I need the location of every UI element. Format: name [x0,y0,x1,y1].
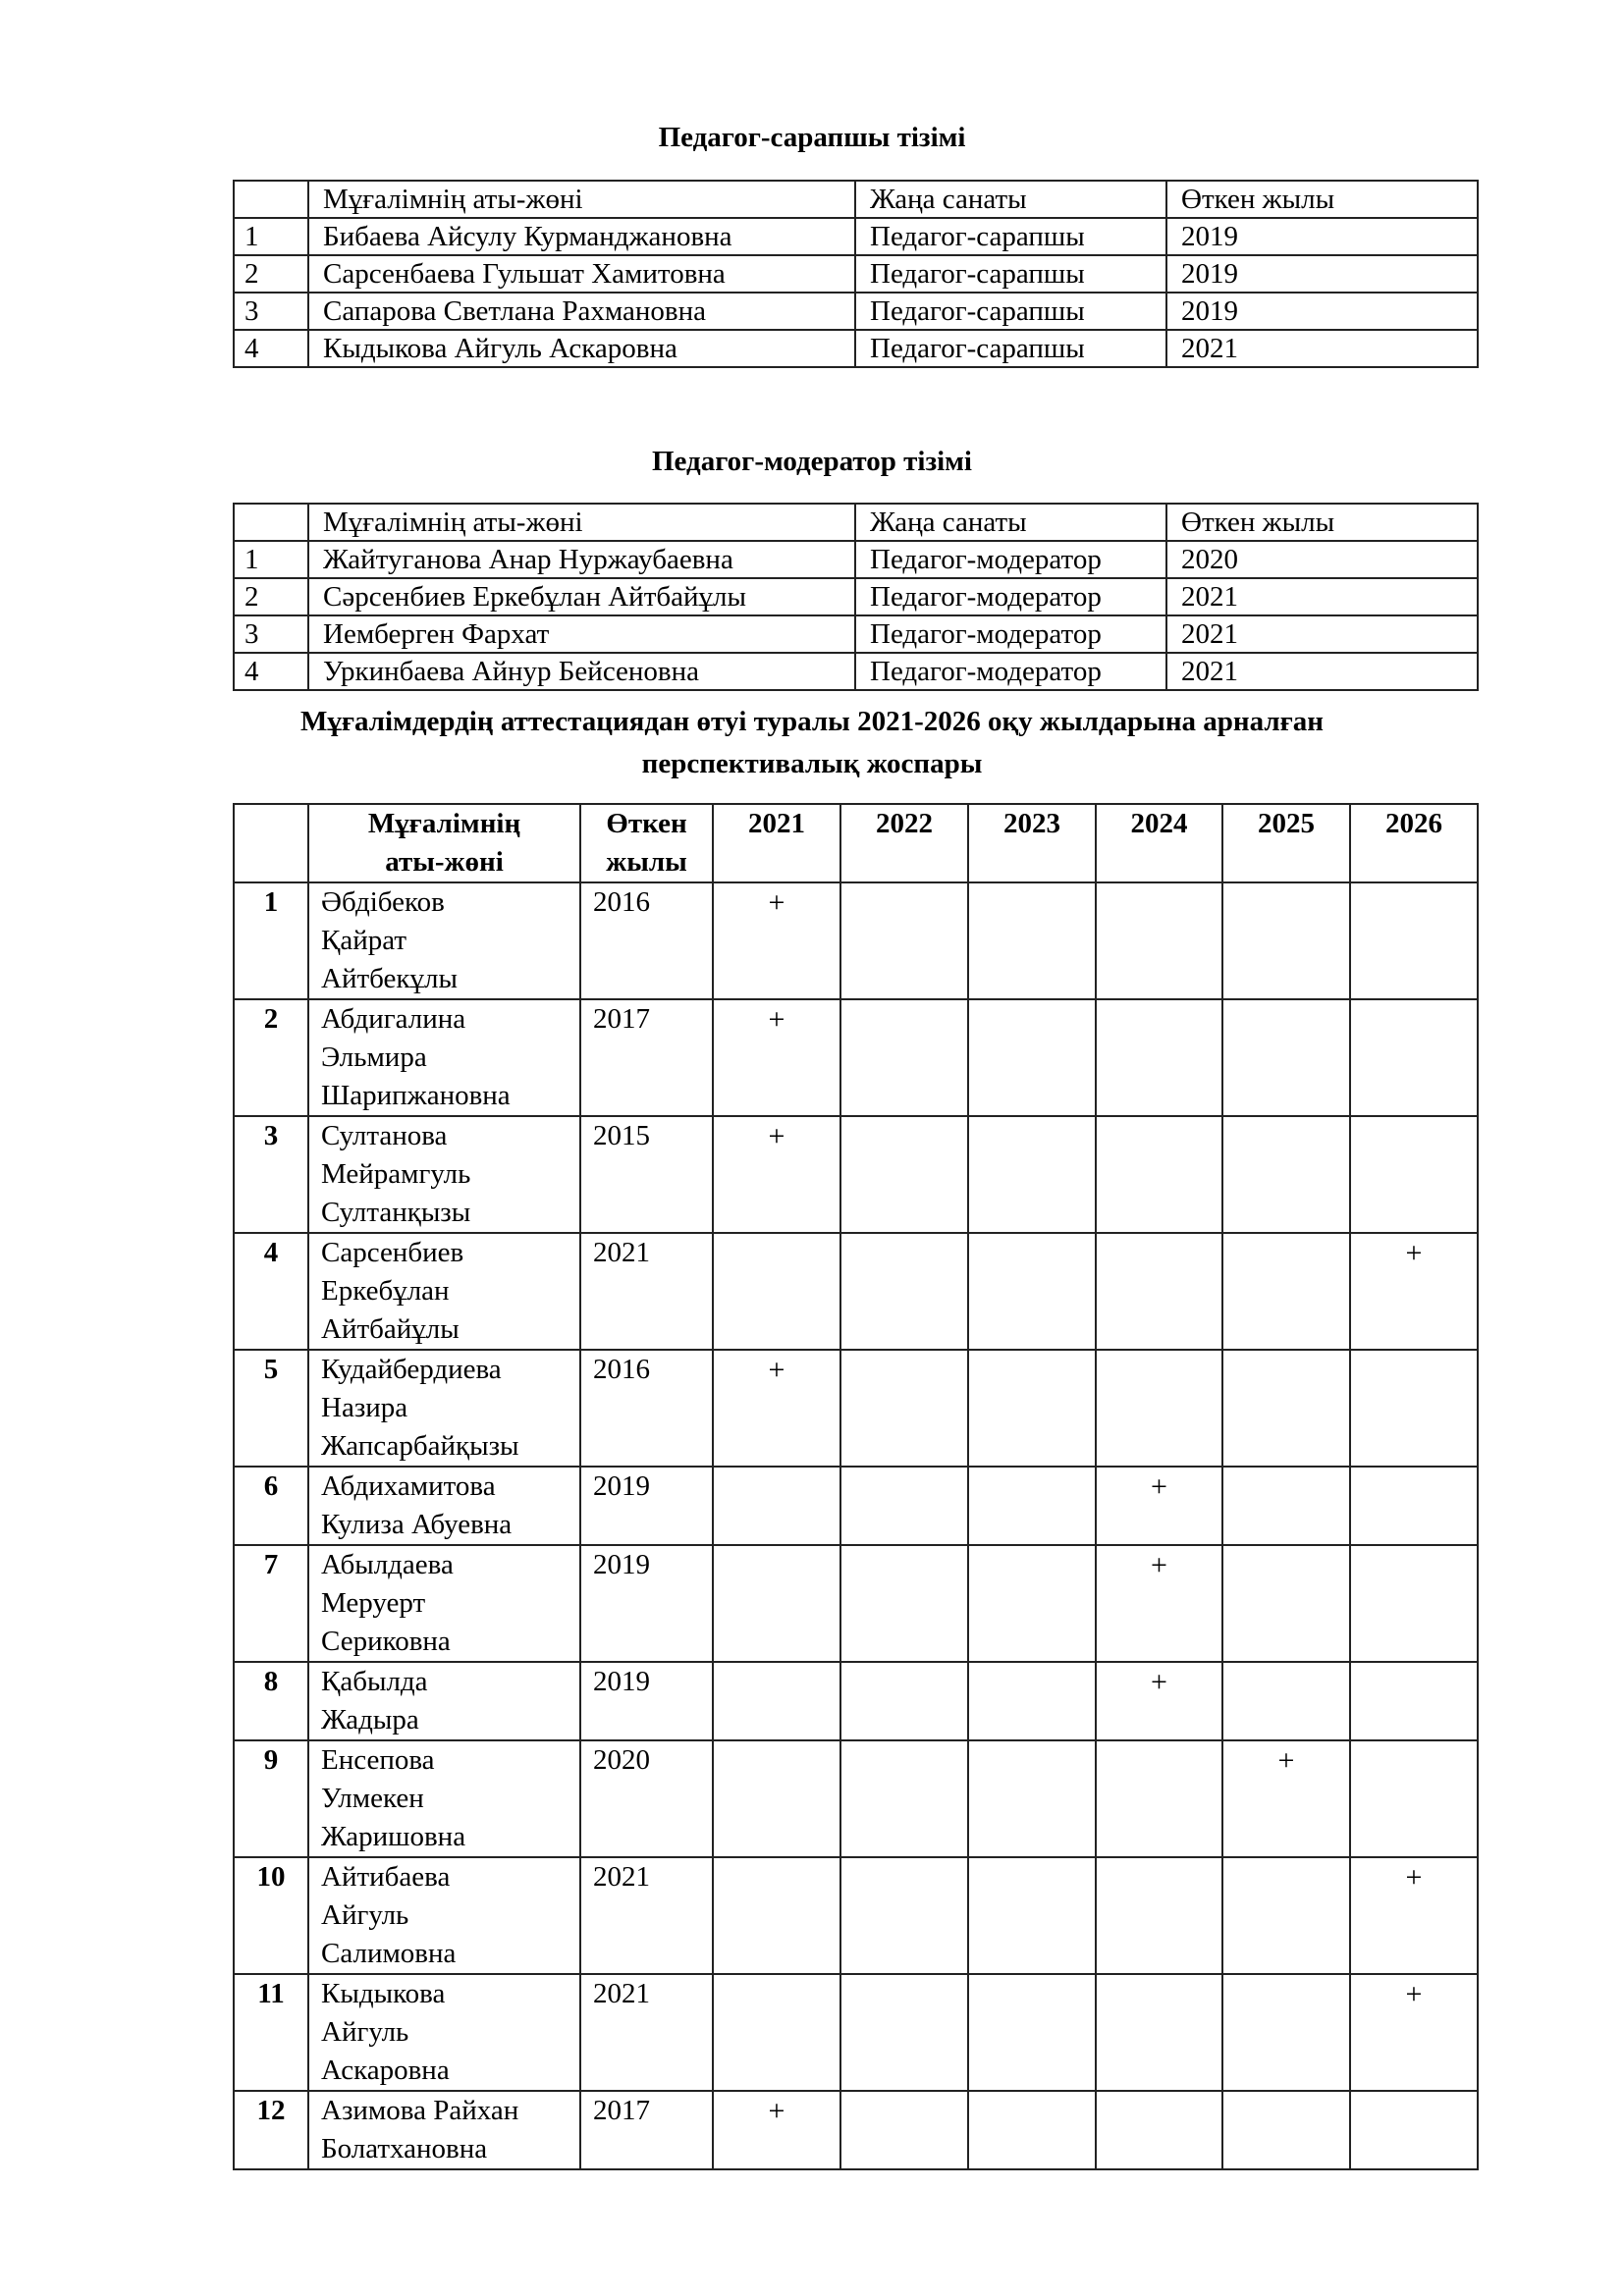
plan-mark-cell [1222,1662,1350,1740]
plan-mark-cell [1096,1233,1222,1350]
passed-year: 2017 [580,999,713,1116]
plan-mark-cell [968,1974,1096,2091]
passed-year: 2019 [580,1545,713,1662]
table-row [234,1740,1478,1857]
row-number: 6 [234,1467,308,1545]
plan-mark-cell [1096,1857,1222,1974]
passed-year: 2021 [580,1974,713,2091]
plan-mark-cell [1222,2091,1350,2169]
table-row [234,293,1478,330]
header-name-line2: аты-жөні [385,846,504,878]
teacher-name-line: Абдигалина [321,1003,466,1035]
plan-mark-cell [1222,999,1350,1116]
table-row [234,653,1478,690]
category: Педагог-модератор [855,541,1166,578]
teacher-name [308,999,580,1116]
plan-mark-cell: + [1350,1974,1478,2091]
moderator-list-title: Педагог-модератор тізімі [651,446,972,477]
plan-mark-cell [840,1740,968,1857]
header-passed [580,804,713,882]
table-row [234,330,1478,367]
year: 2019 [1166,293,1478,330]
passed-year: 2020 [580,1740,713,1857]
plan-mark-cell [840,1857,968,1974]
table-row [234,578,1478,615]
passed-year: 2016 [580,882,713,999]
plan-mark-cell [968,1857,1096,1974]
row-number: 2 [234,999,308,1116]
table-row [234,615,1478,653]
header-year: 2023 [968,804,1096,882]
plan-mark-cell [1350,1662,1478,1740]
teacher-name-line: Болатхановна [321,2133,488,2164]
category: Педагог-модератор [855,578,1166,615]
table-row [234,2091,1478,2169]
plan-mark-cell: + [713,882,840,999]
plan-mark-cell [713,1740,840,1857]
teacher-name-line: Әбдібеков [321,886,445,918]
passed-year: 2019 [580,1662,713,1740]
plan-body [234,882,1478,2169]
row-number: 4 [234,330,308,367]
table-header-row [234,504,1478,541]
plan-mark-cell [1222,882,1350,999]
plan-mark-cell: + [1222,1740,1350,1857]
teacher-name-line: Айтбайұлы [321,1313,460,1345]
plan-mark-cell [840,1467,968,1545]
category: Педагог-сарапшы [855,218,1166,255]
year: 2021 [1166,615,1478,653]
teacher-name-line: Султанқызы [321,1197,471,1228]
plan-mark-cell: + [713,2091,840,2169]
teacher-name: Жайтуганова Анар Нуржаубаевна [308,541,855,578]
year: 2021 [1166,653,1478,690]
teacher-name-line: Назира [321,1392,408,1423]
teacher-name-line: Меруерт [321,1587,426,1619]
header-cell [234,504,308,541]
plan-mark-cell [968,1740,1096,1857]
passed-year: 2021 [580,1857,713,1974]
table-row [234,541,1478,578]
plan-mark-cell [1096,1974,1222,2091]
plan-mark-cell [1222,1857,1350,1974]
teacher-name-line: Кулиза Абуевна [321,1509,513,1540]
table-row [234,1545,1478,1662]
plan-title-line1: Мұғалімдердің аттестациядан өтуі туралы 2021-2026 оқу жылдарына арналған [299,706,1325,737]
teacher-name [308,1662,580,1740]
plan-mark-cell [968,1350,1096,1467]
category: Педагог-сарапшы [855,293,1166,330]
row-number: 4 [234,653,308,690]
table-row [234,255,1478,293]
header-name [308,804,580,882]
plan-mark-cell [968,999,1096,1116]
plan-mark-cell [840,999,968,1116]
teacher-name [308,882,580,999]
header-cell: Өткен жылы [1166,504,1478,541]
teacher-name [308,1233,580,1350]
plan-mark-cell [840,882,968,999]
plan-mark-cell [968,1662,1096,1740]
teacher-name-line: Сарсенбиев [321,1237,464,1268]
teacher-name [308,1116,580,1233]
plan-mark-cell [968,1233,1096,1350]
teacher-name-line: Султанова [321,1120,448,1151]
passed-year: 2021 [580,1233,713,1350]
row-number: 2 [234,255,308,293]
table-row [234,999,1478,1116]
year: 2021 [1166,578,1478,615]
teacher-name [308,1974,580,2091]
passed-year: 2019 [580,1467,713,1545]
teacher-name-line: Сериковна [321,1626,451,1657]
teacher-name-line: Жапсарбайқызы [321,1430,519,1462]
year: 2021 [1166,330,1478,367]
header-year: 2022 [840,804,968,882]
plan-mark-cell [713,1545,840,1662]
plan-mark-cell: + [713,999,840,1116]
teacher-name-line: Абдихамитова [321,1470,496,1502]
teacher-name: Кыдыкова Айгуль Аскаровна [308,330,855,367]
plan-mark-cell [1096,999,1222,1116]
teacher-name-line: Қабылда [321,1666,428,1697]
header-year: 2025 [1222,804,1350,882]
plan-mark-cell [713,1857,840,1974]
teacher-name-line: Мейрамгуль [321,1158,471,1190]
passed-year: 2015 [580,1116,713,1233]
passed-year: 2016 [580,1350,713,1467]
row-number: 10 [234,1857,308,1974]
row-number: 7 [234,1545,308,1662]
header-year: 2024 [1096,804,1222,882]
teacher-name-line: Айгуль [321,1899,409,1931]
row-number: 9 [234,1740,308,1857]
year: 2019 [1166,255,1478,293]
table-row [234,1350,1478,1467]
plan-mark-cell [840,1116,968,1233]
plan-mark-cell [1096,1350,1222,1467]
plan-mark-cell [1222,1233,1350,1350]
teacher-name-line: Қайрат [321,925,407,956]
plan-mark-cell [968,2091,1096,2169]
plan-mark-cell [713,1974,840,2091]
plan-mark-cell [1096,882,1222,999]
plan-mark-cell [713,1233,840,1350]
header-cell: Мұғалімнің аты-жөні [308,181,855,218]
header-cell: Жаңа санаты [855,504,1166,541]
plan-mark-cell [1350,1116,1478,1233]
moderator-list-table [233,503,1479,691]
category: Педагог-модератор [855,615,1166,653]
plan-mark-cell [1350,1467,1478,1545]
teacher-name-line: Улмекен [321,1783,424,1814]
plan-title-line2: перспективалық жоспары [641,748,983,779]
table-header-row [234,181,1478,218]
teacher-name [308,1740,580,1857]
plan-mark-cell [1350,1350,1478,1467]
table-row [234,1467,1478,1545]
header-cell: Мұғалімнің аты-жөні [308,504,855,541]
plan-mark-cell [713,1467,840,1545]
plan-mark-cell [1096,2091,1222,2169]
category: Педагог-модератор [855,653,1166,690]
table-row [234,1233,1478,1350]
plan-mark-cell [1350,1545,1478,1662]
plan-mark-cell [1222,1974,1350,2091]
teacher-name-line: Эльмира [321,1041,427,1073]
plan-mark-cell [1350,2091,1478,2169]
plan-mark-cell [1350,882,1478,999]
plan-mark-cell [1350,1740,1478,1857]
plan-mark-cell: + [1096,1467,1222,1545]
plan-mark-cell [840,1974,968,2091]
expert-list-table [233,180,1479,368]
category: Педагог-сарапшы [855,330,1166,367]
plan-mark-cell [840,1350,968,1467]
plan-mark-cell: + [713,1116,840,1233]
plan-mark-cell: + [1096,1662,1222,1740]
teacher-name [308,1857,580,1974]
plan-mark-cell [1222,1467,1350,1545]
row-number: 1 [234,882,308,999]
header-year: 2026 [1350,804,1478,882]
teacher-name: Сәрсенбиев Еркебұлан Айтбайұлы [308,578,855,615]
plan-mark-cell: + [1350,1857,1478,1974]
row-number: 8 [234,1662,308,1740]
teacher-name-line: Жаришовна [321,1821,466,1852]
year: 2020 [1166,541,1478,578]
plan-mark-cell [713,1662,840,1740]
teacher-name-line: Кудайбердиева [321,1354,502,1385]
row-number: 3 [234,1116,308,1233]
plan-mark-cell [840,1662,968,1740]
plan-mark-cell [968,1467,1096,1545]
teacher-name-line: Абылдаева [321,1549,454,1580]
plan-mark-cell [840,1545,968,1662]
teacher-name-line: Салимовна [321,1938,457,1969]
table-row [234,1974,1478,2091]
table-row [234,1662,1478,1740]
plan-mark-cell [1350,999,1478,1116]
row-number: 2 [234,578,308,615]
teacher-name [308,1350,580,1467]
plan-table [233,803,1479,2170]
teacher-name: Сапарова Светлана Рахмановна [308,293,855,330]
row-number: 3 [234,293,308,330]
header-passed-line2: жылы [606,846,687,878]
row-number: 1 [234,218,308,255]
plan-mark-cell [1096,1116,1222,1233]
header-passed-line1: Өткен [606,808,687,839]
plan-mark-cell [968,1116,1096,1233]
teacher-name-line: Айтбекұлы [321,963,458,994]
plan-mark-cell [968,1545,1096,1662]
plan-mark-cell [840,2091,968,2169]
teacher-name-line: Азимова Райхан [321,2095,519,2126]
header-cell: Өткен жылы [1166,181,1478,218]
plan-mark-cell [1222,1350,1350,1467]
teacher-name-line: Айгуль [321,2016,409,2048]
plan-mark-cell: + [1096,1545,1222,1662]
row-number: 12 [234,2091,308,2169]
header-no [234,804,308,882]
teacher-name-line: Шарипжановна [321,1080,511,1111]
table-row [234,882,1478,999]
plan-mark-cell [1096,1740,1222,1857]
header-year: 2021 [713,804,840,882]
teacher-name-line: Кыдыкова [321,1978,446,2009]
category: Педагог-сарапшы [855,255,1166,293]
plan-header-row [234,804,1478,882]
table-row [234,1116,1478,1233]
header-cell: Жаңа санаты [855,181,1166,218]
header-cell [234,181,308,218]
row-number: 3 [234,615,308,653]
teacher-name-line: Жадыра [321,1704,419,1735]
teacher-name [308,1545,580,1662]
teacher-name: Сарсенбаева Гульшат Хамитовна [308,255,855,293]
header-name-line1: Мұғалімнің [367,808,521,839]
row-number: 11 [234,1974,308,2091]
teacher-name-line: Енсепова [321,1744,435,1776]
passed-year: 2017 [580,2091,713,2169]
plan-mark-cell [968,882,1096,999]
year: 2019 [1166,218,1478,255]
teacher-name-line: Аскаровна [321,2055,450,2086]
teacher-name [308,1467,580,1545]
teacher-name-line: Айтибаева [321,1861,451,1893]
plan-mark-cell [1222,1116,1350,1233]
plan-mark-cell: + [1350,1233,1478,1350]
row-number: 1 [234,541,308,578]
plan-mark-cell [1222,1545,1350,1662]
row-number: 4 [234,1233,308,1350]
teacher-name: Бибаева Айсулу Курманджановна [308,218,855,255]
teacher-name: Уркинбаева Айнур Бейсеновна [308,653,855,690]
expert-list-title: Педагог-сарапшы тізімі [658,122,966,153]
row-number: 5 [234,1350,308,1467]
plan-mark-cell: + [713,1350,840,1467]
table-row [234,1857,1478,1974]
table-row [234,218,1478,255]
plan-mark-cell [840,1233,968,1350]
teacher-name: Иемберген Фархат [308,615,855,653]
teacher-name-line: Еркебұлан [321,1275,450,1307]
teacher-name [308,2091,580,2169]
